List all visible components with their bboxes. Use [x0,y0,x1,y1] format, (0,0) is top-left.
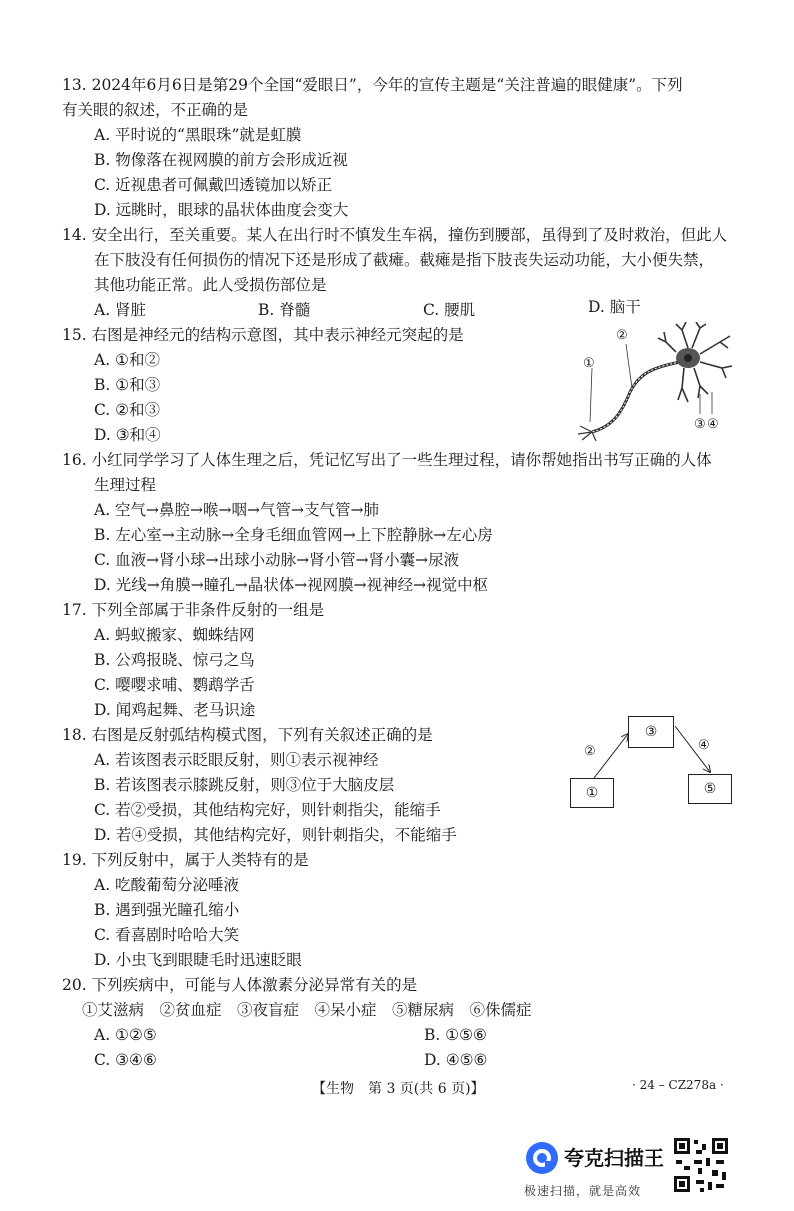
neuron-diagram [570,322,750,442]
q16-option-d: D. 光线→角膜→瞳孔→晶状体→视网膜→视神经→视觉中枢 [94,576,489,594]
reflex-box-3: ③ [628,716,674,748]
q17-option-c: C. 嘤嘤求哺、鹦鹉学舌 [94,676,255,694]
exam-code: · 24 – CZ278a · [632,1078,724,1092]
page-footer: 【生物 第 3 页(共 6 页)】 [312,1081,485,1097]
q20-option-a: A. ①②⑤ [94,1026,157,1044]
q20-option-b: B. ①⑤⑥ [424,1026,487,1044]
neuron-label-3: ③ [694,417,706,432]
q14-option-a: A. 肾脏 [94,301,147,319]
q20-choices: ①艾滋病 ②贫血症 ③夜盲症 ④呆小症 ⑤糖尿病 ⑥侏儒症 [82,1001,532,1019]
q15-stem: 15. 右图是神经元的结构示意图，其中表示神经元突起的是 [62,326,464,344]
q14-stem-line2: 在下肢没有任何损伤的情况下还是形成了截瘫。截瘫是指下肢丧失运动功能，大小便失禁， [94,251,715,269]
scanner-brand [524,1136,734,1204]
brand-slogan: 极速扫描，就是高效 [524,1184,642,1198]
q16-stem-line2: 生理过程 [94,476,157,494]
q19-option-c: C. 看喜剧时哈哈大笑 [94,926,240,944]
q17-stem: 17. 下列全部属于非条件反射的一组是 [62,601,325,619]
q18-option-b: B. 若该图表示膝跳反射，则③位于大脑皮层 [94,776,395,794]
q18-option-a: A. 若该图表示眨眼反射，则①表示视神经 [94,751,379,769]
q13-option-d: D. 远眺时，眼球的晶状体曲度会变大 [94,201,349,219]
q13-option-a: A. 平时说的“黑眼珠”就是虹膜 [94,126,302,144]
q15-option-b: B. ①和③ [94,376,161,394]
q18-option-d: D. 若④受损，其他结构完好，则针刺指尖，不能缩手 [94,826,457,844]
q18-stem: 18. 右图是反射弧结构模式图，下列有关叙述正确的是 [62,726,433,744]
brand-name: 夸克扫描王 [564,1146,664,1170]
quark-logo-icon [524,1140,560,1176]
neuron-figure [570,322,750,442]
q17-option-a: A. 蚂蚁搬家、蜘蛛结网 [94,626,255,644]
q19-option-a: A. 吃酸葡萄分泌唾液 [94,876,240,894]
q13-option-c: C. 近视患者可佩戴凹透镜加以矫正 [94,176,333,194]
q20-stem: 20. 下列疾病中，可能与人体激素分泌异常有关的是 [62,976,418,994]
q15-option-c: C. ②和③ [94,401,161,419]
reflex-box-1: ① [570,778,614,808]
q14-stem-line3: 其他功能正常。此人受损伤部位是 [94,276,327,294]
q17-option-b: B. 公鸡报晓、惊弓之鸟 [94,651,255,669]
reflex-box-5: ⑤ [688,774,732,804]
q15-option-a: A. ①和② [94,351,160,369]
neuron-label-1: ① [583,356,595,371]
q13-option-b: B. 物像落在视网膜的前方会形成近视 [94,151,348,169]
q20-option-d: D. ④⑤⑥ [424,1051,488,1069]
qr-code-icon [672,1136,730,1194]
reflex-label-4: ④ [698,738,710,753]
q13-stem-line1: 13. 2024年6月6日是第29个全国“爱眼日”，今年的宣传主题是“关注普遍的眼健康”。下列 [62,76,683,94]
q16-option-b: B. 左心室→主动脉→全身毛细血管网→上下腔静脉→左心房 [94,526,493,544]
q19-stem: 19. 下列反射中，属于人类特有的是 [62,851,309,869]
q19-option-d: D. 小虫飞到眼睫毛时迅速眨眼 [94,951,302,969]
q14-option-b: B. 脊髓 [258,301,311,319]
q15-option-d: D. ③和④ [94,426,161,444]
q14-option-c: C. 腰肌 [423,301,476,319]
q16-stem-line1: 16. 小红同学学习了人体生理之后，凭记忆写出了一些生理过程，请你帮她指出书写正确的人体 [62,451,712,469]
q17-option-d: D. 闻鸡起舞、老马识途 [94,701,256,719]
q14-option-d: D. 脑干 [588,298,641,316]
q16-option-a: A. 空气→鼻腔→喉→咽→气管→支气管→肺 [94,501,379,519]
reflex-label-2: ② [584,744,596,759]
q14-stem-line1: 14. 安全出行，至关重要。某人在出行时不慎发生车祸，撞伤到腰部，虽得到了及时救治，但此人 [62,226,728,244]
q18-option-c: C. 若②受损，其他结构完好，则针刺指尖，能缩手 [94,801,441,819]
q20-option-c: C. ③④⑥ [94,1051,157,1069]
reflex-arc-figure [562,712,732,812]
neuron-label-4: ④ [707,417,719,432]
q13-stem-line2: 有关眼的叙述，不正确的是 [62,101,249,119]
q19-option-b: B. 遇到强光瞳孔缩小 [94,901,240,919]
neuron-label-2: ② [616,328,628,343]
q16-option-c: C. 血液→肾小球→出球小动脉→肾小管→肾小囊→尿液 [94,551,460,569]
